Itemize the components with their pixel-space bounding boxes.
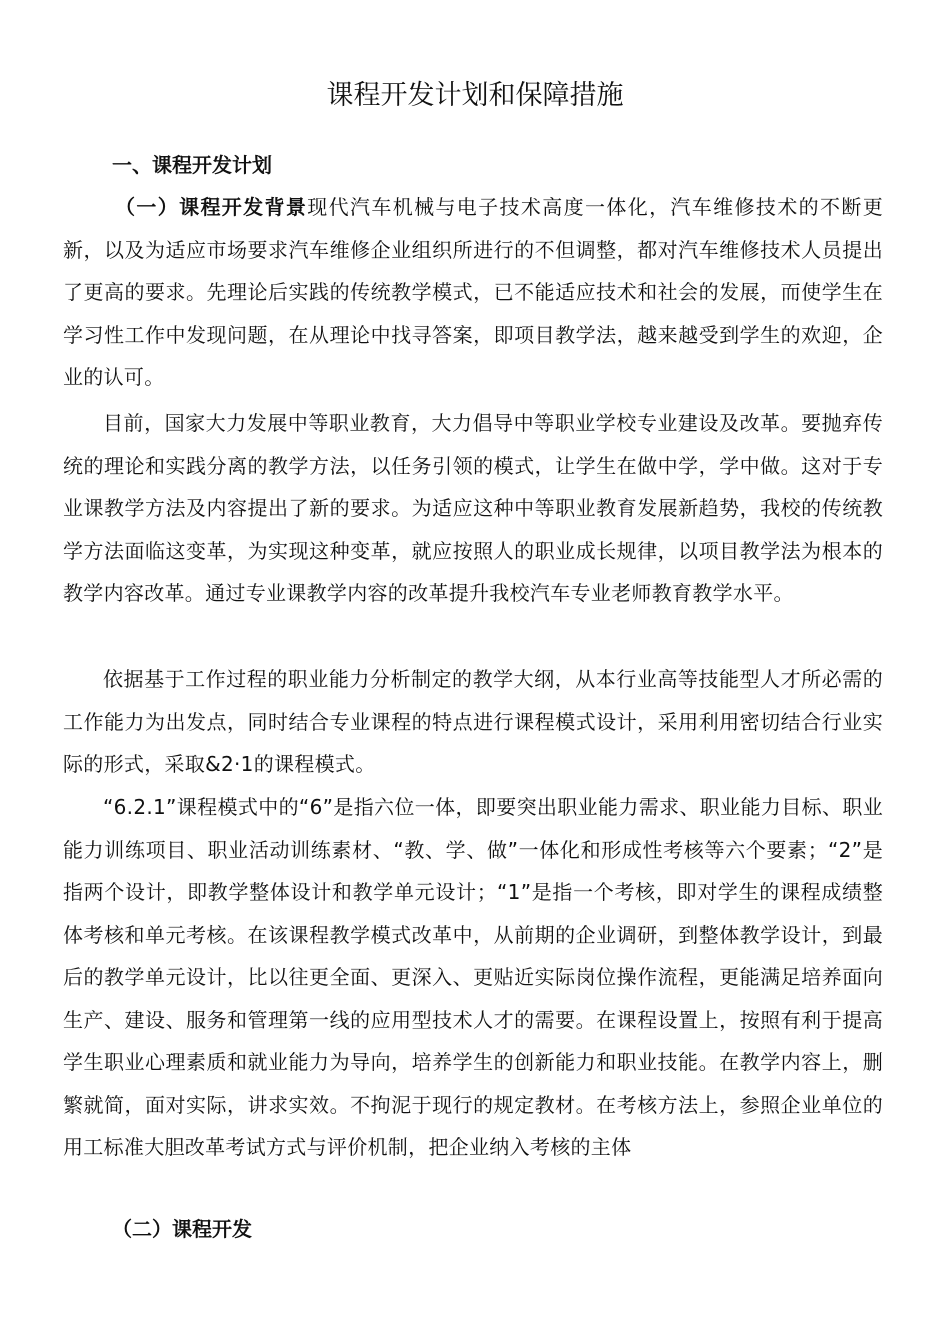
- subsection-heading-course-development: （二）课程开发: [112, 1217, 252, 1241]
- paragraph-course-model: “6.2.1”课程模式中的“6”是指六位一体，即要突出职业能力需求、职业能力目标、职业能力训练项目、职业活动训练素材、“教、学、做”一体化和形成性考核等六个要素；“2”是指两个设计，即教学整体设计和教学单元设计；“1”是指一个考核，即对学生的课程成绩整体考核和单元考核。在该课程教学模式改革中，从前期的企业调研，到整体教学设计，到最后的教学单元设计，比以往更全面、更深入、更贴近实际岗位操作流程，更能满足培养面向生产、建设、服务和管理第一线的应用型技术人才的需要。在课程设置上，按照有利于提高学生职业心理素质和就业能力为导向，培养学生的创新能力和职业技能。在教学内容上，删繁就简，面对实际，讲求实效。不拘泥于现行的规定教材。在考核方法上，参照企业单位的用工标准大胆改革考试方式与评价机制，把企业纳入考核的主体: [63, 795, 883, 1159]
- section-heading-course-plan: 一、课程开发计划: [112, 153, 272, 177]
- document-title: 课程开发计划和保障措施: [326, 80, 624, 111]
- paragraph-background-text: 现代汽车机械与电子技术高度一体化，汽车维修技术的不断更新，以及为适应市场要求汽车维修企业组织所进行的不但调整，都对汽车维修技术人员提出了更高的要求。先理论后实践的传统教学模式，已不能适应技术和社会的发展，而使学生在学习性工作中发现问题，在从理论中找寻答案，即项目教学法，越来越受到学生的欢迎，企业的认可。: [63, 195, 883, 389]
- paragraph-lead-heading: （一）课程开发背景: [115, 195, 308, 219]
- paragraph-syllabus-basis: 依据基于工作过程的职业能力分析制定的教学大纲，从本行业高等技能型人才所必需的工作能力为出发点，同时结合专业课程的特点进行课程模式设计，采用利用密切结合行业实际的形式，采取&2·1的课程模式。: [63, 667, 883, 776]
- paragraph-current-situation: 目前，国家大力发展中等职业教育，大力倡导中等职业学校专业建设及改革。要抛弃传统的理论和实践分离的教学方法，以任务引领的模式，让学生在做中学，学中做。这对于专业课教学方法及内容提出了新的要求。为适应这种中等职业教育发展新趋势，我校的传统教学方法面临这变革，为实现这种变革，就应按照人的职业成长规律，以项目教学法为根本的教学内容改革。通过专业课教学内容的改革提升我校汽车专业老师教育教学水平。: [63, 411, 883, 605]
- paragraph-background: [63, 186, 883, 399]
